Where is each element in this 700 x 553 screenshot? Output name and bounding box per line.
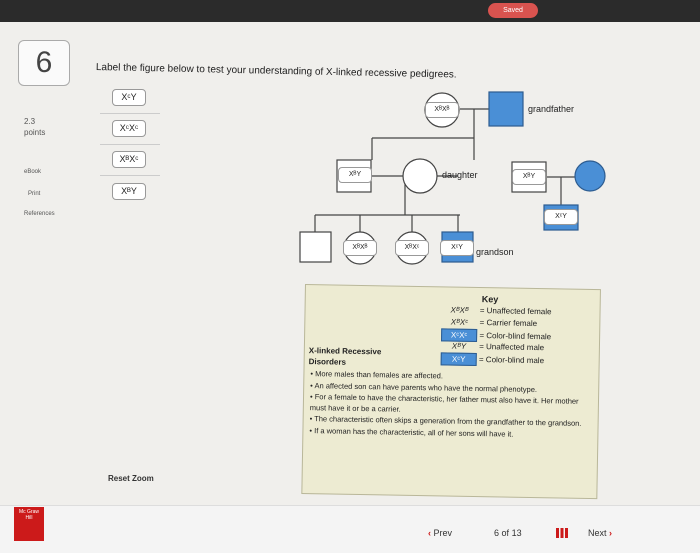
key-description: = Color-blind male — [478, 355, 545, 366]
key-description: = Color-blind female — [479, 331, 552, 342]
key-symbol: XᶜXᶜ — [441, 328, 477, 342]
key-title: Key — [481, 294, 499, 305]
genotype-box-grandmother[interactable]: XᴮXᴮ — [425, 102, 459, 118]
reset-zoom-button[interactable]: Reset Zoom — [108, 474, 154, 483]
prev-button[interactable] — [428, 528, 452, 538]
label-chip-3[interactable]: XᴮXᶜ — [112, 151, 146, 168]
list-item: • An affected son can have parents who have the normal phenotype. — [310, 380, 538, 394]
genotype-box-granddaughter-2[interactable]: XᴮXᶜ — [395, 240, 429, 256]
next-label: Next — [588, 528, 607, 538]
key-symbol: XᶜY — [441, 352, 477, 366]
key-description: = Carrier female — [479, 318, 538, 329]
key-row — [441, 304, 551, 317]
key-row — [441, 316, 537, 329]
page-total: 13 — [511, 528, 522, 538]
genotype-box-son[interactable]: XᶜY — [544, 209, 578, 225]
list-item: • More males than females are affected. — [310, 369, 444, 381]
print-link[interactable]: Print — [28, 191, 41, 197]
key-symbol: XᴮXᴮ — [450, 305, 469, 315]
question-number: 6 — [18, 40, 70, 86]
key-description: = Unaffected female — [479, 306, 552, 317]
list-item: • If a woman has the characteristic, all of her sons will have it. — [309, 425, 514, 439]
page-of: of — [501, 528, 510, 538]
points-value: 2.3 — [24, 117, 36, 126]
points-label: points — [24, 128, 46, 137]
chevron-left-icon: ‹ — [428, 528, 431, 538]
daughter-label: daughter — [442, 170, 478, 180]
page-current: 6 — [494, 528, 500, 538]
prev-label: Prev — [433, 528, 453, 538]
key-panel — [301, 284, 601, 499]
key-row — [441, 328, 551, 341]
key-row — [441, 340, 544, 353]
key-symbol: XᴮXᶜ — [450, 317, 469, 327]
key-row — [441, 352, 545, 365]
daughter-symbol — [403, 159, 437, 193]
references-link[interactable]: References — [24, 211, 55, 217]
label-chip-1[interactable]: XᶜY — [112, 89, 146, 106]
genotype-box-granddaughter-1[interactable]: XᴮXᴮ — [343, 240, 377, 256]
genotype-box-grandson[interactable]: XᶜY — [440, 240, 474, 256]
label-chip-4[interactable]: XᴮY — [112, 183, 146, 200]
affected-female-symbol — [575, 161, 605, 191]
grandfather-label: grandfather — [528, 104, 575, 114]
question-prompt: Label the figure below to test your understanding of X-linked recessive pedigrees. — [95, 62, 457, 81]
list-item: • The characteristic often skips a generation from the grandfather to the grandson. — [309, 414, 582, 428]
next-button[interactable] — [588, 528, 612, 538]
grandchild-1-symbol — [300, 232, 331, 262]
grandfather-symbol — [489, 92, 523, 126]
genotype-box-father[interactable]: XᴮY — [338, 167, 372, 183]
key-symbol: XᴮY — [451, 341, 467, 351]
saved-indicator: Saved — [488, 3, 538, 18]
key-description: = Unaffected male — [479, 342, 545, 353]
ebook-link[interactable]: eBook — [24, 169, 42, 175]
list-item: • For a female to have the characteristic, her father must also have it. Her mother must have it or be a carrier. — [309, 392, 579, 414]
page-indicator — [494, 528, 522, 538]
chevron-right-icon: › — [609, 528, 613, 538]
label-chip-2[interactable]: XᶜXᶜ — [112, 120, 146, 137]
publisher-logo: Mc Graw Hill — [14, 507, 44, 541]
disorders-title: X-linked Recessive Disorders — [308, 346, 382, 367]
genotype-box-husband[interactable]: XᴮY — [512, 169, 546, 185]
grid-icon[interactable] — [556, 528, 568, 538]
disorders-list — [309, 369, 594, 442]
grandson-label: grandson — [476, 247, 514, 257]
